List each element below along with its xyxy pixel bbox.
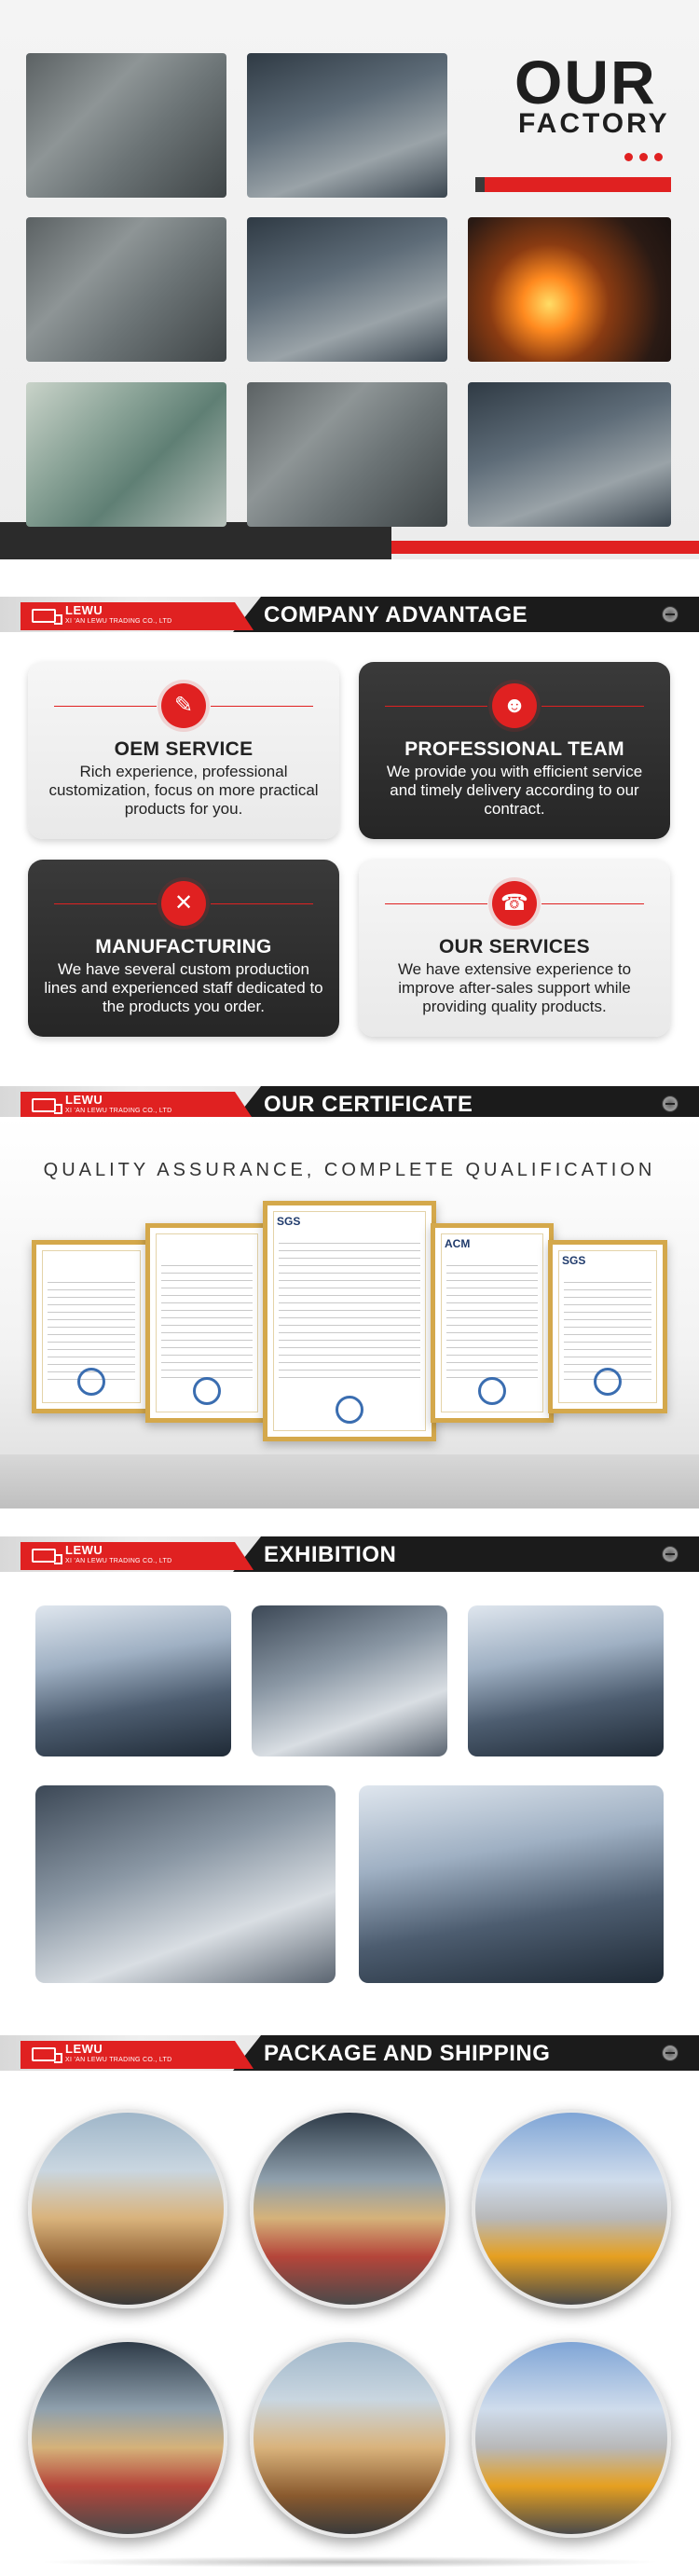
factory-title-our: OUR — [514, 48, 657, 117]
shipping-photo-3 — [472, 2109, 671, 2308]
card-text: We provide you with efficient service and timely delivery according to our contract. — [386, 763, 643, 818]
brand-subtitle: XI 'AN LEWU TRADING CO., LTD — [65, 1108, 172, 1114]
truck-icon — [32, 1098, 56, 1112]
certificate-4 — [431, 1223, 554, 1423]
exhibition-photo-5 — [359, 1785, 664, 1983]
pencil-ruler-icon: ✎ — [161, 683, 206, 728]
factory-photo-1 — [26, 53, 226, 198]
headset-icon: ☎ — [492, 881, 537, 926]
brand-name: LEWU — [65, 1093, 103, 1107]
section-title: EXHIBITION — [264, 1542, 397, 1567]
card-title: PROFESSIONAL TEAM — [404, 738, 624, 760]
card-text: We have several custom production lines and experienced staff dedicated to the products you order. — [44, 960, 323, 1015]
card-text: Rich experience, professional customization, focus on more practical products for you. — [48, 763, 319, 818]
factory-photo-7 — [247, 382, 447, 527]
factory-title-factory: FACTORY — [518, 108, 670, 139]
advantage-card-team — [359, 662, 670, 839]
factory-red-band — [391, 541, 699, 554]
screw-icon — [662, 606, 678, 623]
advantage-card-oem — [28, 662, 339, 839]
certificate-5 — [548, 1240, 667, 1413]
screw-icon — [662, 2045, 678, 2061]
certificate-tagline: QUALITY ASSURANCE, COMPLETE QUALIFICATION — [43, 1160, 656, 1180]
brand-subtitle: XI 'AN LEWU TRADING CO., LTD — [65, 1558, 172, 1564]
exhibition-photo-2 — [252, 1605, 447, 1756]
truck-icon — [32, 609, 56, 623]
certificate-2 — [145, 1223, 268, 1423]
advantage-card-services — [359, 860, 670, 1037]
title-red-accent — [485, 177, 671, 192]
section-title: PACKAGE AND SHIPPING — [264, 2041, 551, 2066]
factory-photo-6 — [26, 382, 226, 527]
title-dots — [624, 153, 663, 161]
exhibition-photo-1 — [35, 1605, 231, 1756]
section-title: OUR CERTIFICATE — [264, 1092, 473, 1117]
shipping-photo-1 — [28, 2109, 227, 2308]
factory-photo-2 — [247, 53, 447, 198]
factory-photo-5 — [468, 217, 671, 362]
card-title: OEM SERVICE — [114, 738, 254, 760]
section-header-advantage — [0, 597, 699, 632]
certificate-label: SGS — [277, 1215, 301, 1228]
exhibition-photo-4 — [35, 1785, 336, 1983]
brand-name: LEWU — [65, 2042, 103, 2056]
brand-subtitle: XI 'AN LEWU TRADING CO., LTD — [65, 618, 172, 625]
card-title: MANUFACTURING — [95, 936, 272, 957]
shipping-photo-2 — [250, 2109, 449, 2308]
brand-subtitle: XI 'AN LEWU TRADING CO., LTD — [65, 2057, 172, 2063]
certificate-label: ACM — [445, 1237, 471, 1250]
screw-icon — [662, 1095, 678, 1112]
shipping-photo-6 — [472, 2338, 671, 2538]
exhibition-photo-3 — [468, 1605, 664, 1756]
truck-icon — [32, 1549, 56, 1563]
factory-photo-8 — [468, 382, 671, 527]
shipping-shadow — [37, 2556, 662, 2568]
shipping-photo-5 — [250, 2338, 449, 2538]
screw-icon — [662, 1546, 678, 1563]
certificate-3 — [263, 1201, 436, 1441]
section-header-shipping — [0, 2035, 699, 2071]
card-title: OUR SERVICES — [439, 936, 590, 957]
team-icon: ☻ — [492, 683, 537, 728]
certificate-label: SGS — [562, 1254, 586, 1267]
factory-photo-3 — [26, 217, 226, 362]
truck-icon — [32, 2047, 56, 2061]
section-title: COMPANY ADVANTAGE — [264, 602, 528, 627]
advantage-card-manufacturing — [28, 860, 339, 1037]
card-text: We have extensive experience to improve after-sales support while providing quality products. — [397, 960, 632, 1015]
shipping-photo-4 — [28, 2338, 227, 2538]
section-header-exhibition — [0, 1536, 699, 1572]
brand-name: LEWU — [65, 1543, 103, 1557]
brand-name: LEWU — [65, 603, 103, 617]
certificate-1 — [32, 1240, 151, 1413]
certificate-floor — [0, 1454, 699, 1508]
tools-icon: ✕ — [161, 881, 206, 926]
factory-photo-4 — [247, 217, 447, 362]
